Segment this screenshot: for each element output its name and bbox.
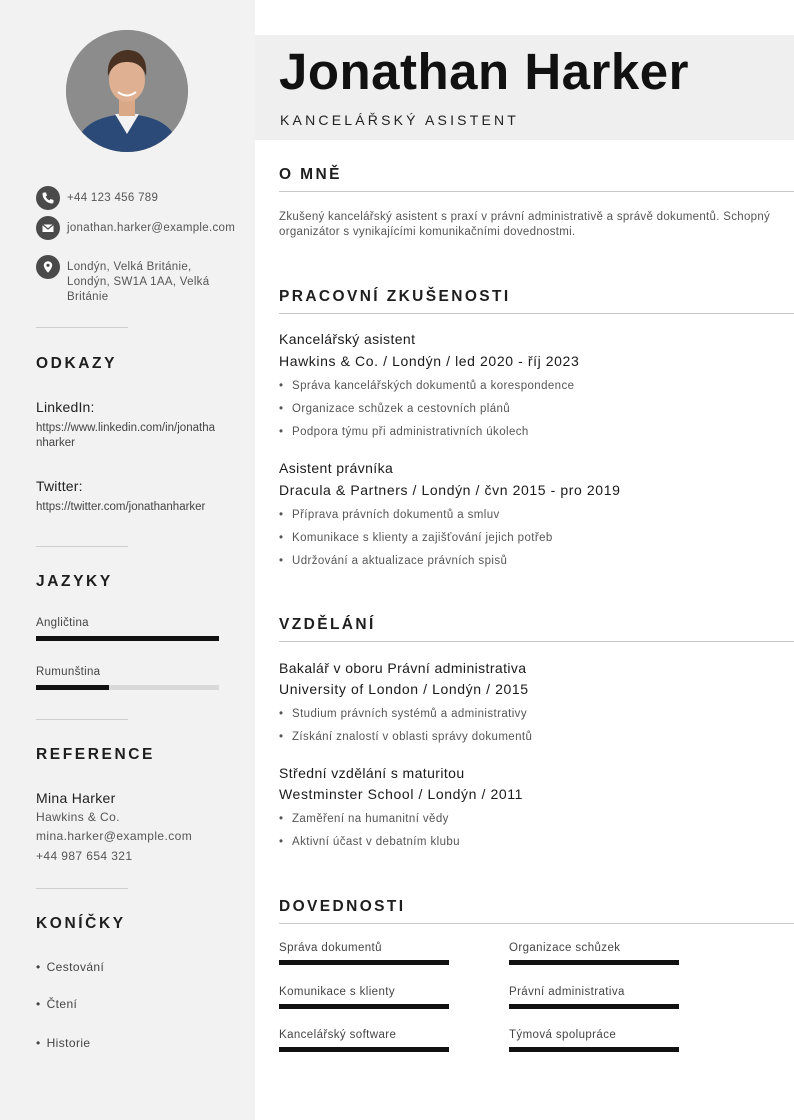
experience-heading: PRACOVNÍ ZKUŠENOSTI	[279, 288, 511, 305]
job-bullet-text: Organizace schůzek a cestovních plánů	[292, 403, 511, 415]
section-rule	[279, 191, 794, 192]
education-entry-subtitle: Westminster School / Londýn / 2011	[279, 786, 524, 802]
job-bullet-text: Podpora týmu při administrativních úkolech	[292, 426, 529, 438]
job-bullet-text: Komunikace s klienty a zajišťování jejich potřeb	[292, 532, 553, 544]
phone-icon	[36, 186, 60, 210]
section-rule	[279, 923, 794, 924]
job-entry-subtitle: Dracula & Partners / Londýn / čvn 2015 - pro 2019	[279, 482, 621, 498]
education-bullet: • Studium právních systémů a administrativy	[279, 708, 527, 720]
job-bullet-text: Správa kancelářských dokumentů a korespondence	[292, 380, 575, 392]
skill-level-fill	[279, 1047, 449, 1052]
reference-email[interactable]: mina.harker@example.com	[36, 829, 193, 843]
skill-name: Komunikace s klienty	[279, 986, 396, 998]
skill-name: Správa dokumentů	[279, 942, 382, 954]
phone-text: +44 123 456 789	[67, 192, 159, 204]
contact-email	[36, 216, 236, 240]
section-rule	[279, 641, 794, 642]
education-entry-title: Bakalář v oboru Právní administrativa	[279, 660, 527, 676]
section-rule	[279, 313, 794, 314]
education-bullet: • Získání znalostí v oblasti správy dokumentů	[279, 731, 533, 743]
sidebar-divider	[36, 546, 128, 547]
hobby-item: • Cestování	[36, 960, 105, 974]
skill-name: Kancelářský software	[279, 1029, 397, 1041]
language-name: Rumunština	[36, 666, 101, 678]
hobby-item: • Čtení	[36, 997, 78, 1011]
education-heading: VZDĚLÁNÍ	[279, 616, 376, 633]
about-text: Zkušený kancelářský asistent s praxí v právní administrativě a správě dokumentů. Schopný organizátor s vynikajícími komunikačními dovednostmi.	[279, 211, 771, 238]
education-entry-subtitle: University of London / Londýn / 2015	[279, 681, 529, 697]
hobby-label: Historie	[46, 1036, 91, 1050]
language-name: Angličtina	[36, 617, 89, 629]
sidebar	[0, 0, 255, 1120]
skill-level-fill	[279, 1004, 449, 1009]
reference-name: Mina Harker	[36, 790, 116, 806]
reference-heading: REFERENCE	[36, 746, 155, 763]
education-bullet-text: Studium právních systémů a administrativy	[292, 708, 527, 720]
linkedin-label: LinkedIn:	[36, 399, 95, 415]
languages-heading: JAZYKY	[36, 573, 113, 590]
skill-level-bar	[279, 960, 449, 965]
skill-name: Právní administrativa	[509, 986, 625, 998]
skill-level-bar	[279, 1047, 449, 1052]
hobbies-heading: KONÍČKY	[36, 915, 126, 932]
linkedin-link[interactable]: https://www.linkedin.com/in/jonathanharker	[36, 422, 215, 449]
sidebar-divider	[36, 888, 128, 889]
language-level-fill	[36, 685, 109, 690]
candidate-name: Jonathan Harker	[279, 43, 689, 100]
education-entry-title: Střední vzdělání s maturitou	[279, 765, 465, 781]
location-pin-icon	[36, 255, 60, 279]
education-bullet: • Zaměření na humanitní vědy	[279, 813, 449, 825]
language-level-fill	[36, 636, 219, 641]
about-heading: O MNĚ	[279, 166, 342, 183]
job-entry-subtitle: Hawkins & Co. / Londýn / led 2020 - říj 2023	[279, 353, 580, 369]
links-heading: ODKAZY	[36, 355, 118, 372]
skills-heading: DOVEDNOSTI	[279, 898, 406, 915]
email-text[interactable]: jonathan.harker@example.com	[67, 222, 236, 234]
twitter-label: Twitter:	[36, 478, 83, 494]
sidebar-divider	[36, 719, 128, 720]
skill-level-bar	[509, 1047, 679, 1052]
education-bullet: • Aktivní účast v debatním klubu	[279, 836, 460, 848]
envelope-icon	[36, 216, 60, 240]
job-bullet: • Komunikace s klienty a zajišťování jejich potřeb	[279, 532, 553, 544]
language-level-bar	[36, 685, 219, 690]
job-entry-title: Asistent právníka	[279, 460, 394, 476]
job-bullet: • Příprava právních dokumentů a smluv	[279, 509, 500, 521]
hobby-label: Čtení	[46, 997, 78, 1011]
contact-address	[36, 255, 217, 305]
skill-level-fill	[509, 1047, 679, 1052]
twitter-link[interactable]: https://twitter.com/jonathanharker	[36, 501, 206, 513]
education-bullet-text: Získání znalostí v oblasti správy dokumentů	[292, 731, 533, 743]
skill-level-fill	[279, 960, 449, 965]
hobby-item: • Historie	[36, 1036, 91, 1050]
job-bullet: • Správa kancelářských dokumentů a korespondence	[279, 380, 575, 392]
hobby-label: Cestování	[46, 960, 105, 974]
skill-name: Organizace schůzek	[509, 942, 621, 954]
skill-level-fill	[509, 960, 679, 965]
job-bullet: • Udržování a aktualizace právních spisů	[279, 555, 508, 567]
education-bullet-text: Zaměření na humanitní vědy	[292, 813, 449, 825]
job-bullet-text: Příprava právních dokumentů a smluv	[292, 509, 500, 521]
sidebar-divider	[36, 327, 128, 328]
profile-photo	[66, 30, 188, 152]
skill-level-bar	[279, 1004, 449, 1009]
skill-level-bar	[509, 1004, 679, 1009]
reference-company: Hawkins & Co.	[36, 810, 120, 824]
address-text: Londýn, Velká Británie, Londýn, SW1A 1AA, Velká Británie	[67, 261, 210, 303]
job-bullet: • Organizace schůzek a cestovních plánů	[279, 403, 511, 415]
contact-phone	[36, 186, 217, 210]
job-bullet-text: Udržování a aktualizace právních spisů	[292, 555, 508, 567]
reference-phone: +44 987 654 321	[36, 849, 133, 863]
education-bullet-text: Aktivní účast v debatním klubu	[292, 836, 460, 848]
skill-level-fill	[509, 1004, 679, 1009]
language-level-bar	[36, 636, 219, 641]
job-bullet: • Podpora týmu při administrativních úkolech	[279, 426, 529, 438]
job-title: KANCELÁŘSKÝ ASISTENT	[280, 112, 520, 128]
skill-name: Týmová spolupráce	[509, 1029, 617, 1041]
job-entry-title: Kancelářský asistent	[279, 331, 416, 347]
skill-level-bar	[509, 960, 679, 965]
